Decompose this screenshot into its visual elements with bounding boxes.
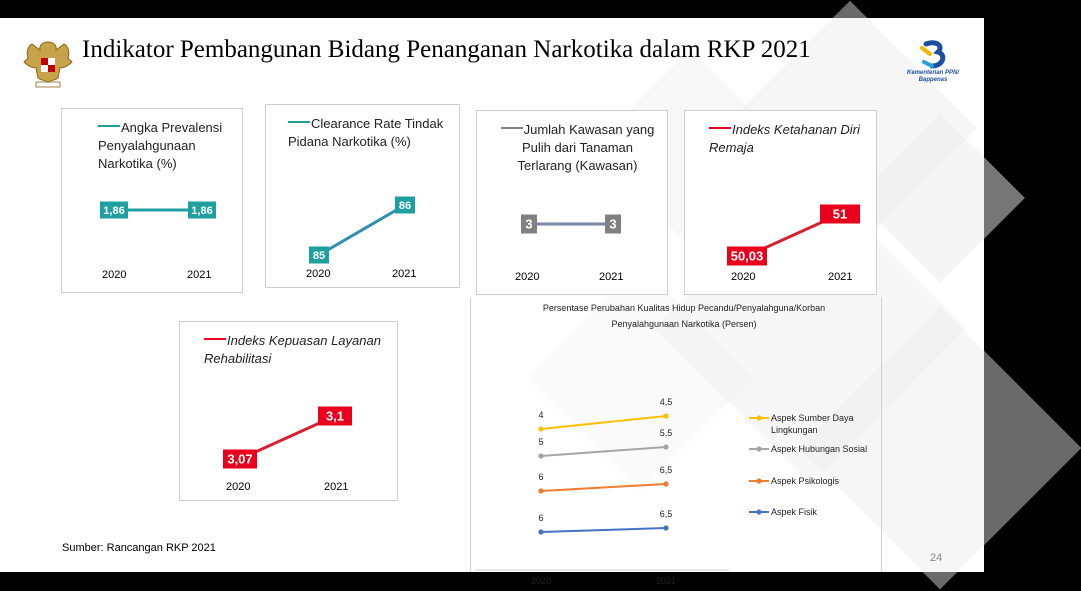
chart-card-jumlah-kawasan (476, 110, 668, 295)
series-line (541, 447, 666, 456)
data-point (538, 453, 543, 458)
logo-label-line2: Bappenas (918, 77, 948, 83)
x-tick-label: 2021 (187, 269, 212, 281)
x-tick-label: 2020 (306, 268, 331, 280)
legend-marker (756, 509, 761, 514)
legend-label: Aspek Fisik (771, 507, 818, 517)
data-label: 3,07 (227, 451, 253, 467)
data-label: 6,5 (659, 509, 673, 519)
data-label: 4,5 (659, 397, 673, 407)
data-point (538, 426, 543, 431)
legend-label: Angka Prevalensi Penyalahgunaan Narkotika (%) (98, 120, 223, 171)
chart-plot (471, 298, 881, 586)
data-label: 3 (609, 216, 617, 232)
legend-marker (756, 446, 761, 451)
legend-label: Indeks Ketahanan Diri Remaja (709, 122, 860, 155)
data-label: 5 (538, 437, 544, 447)
x-tick-label: 2021 (828, 271, 853, 283)
chart-plot (180, 322, 397, 500)
data-label: 51 (832, 206, 848, 222)
x-tick-label: 2021 (324, 481, 349, 493)
legend-label: Clearance Rate Tindak Pidana Narkotika (%) (288, 116, 444, 149)
data-label: 86 (398, 199, 412, 212)
series-line (541, 416, 666, 429)
page-title: Indikator Pembangunan Bidang Penanganan Narkotika dalam RKP 2021 (82, 36, 811, 63)
chart-plot (685, 111, 876, 294)
data-point (538, 488, 543, 493)
chart-plot (266, 105, 459, 287)
chart-card-clearance-rate (265, 104, 460, 288)
data-label: 1,86 (103, 204, 125, 217)
x-tick-label: 2021 (655, 576, 677, 586)
x-tick-label: 2020 (530, 576, 552, 586)
data-point (663, 413, 668, 418)
data-label: 6,5 (659, 465, 673, 475)
x-tick-label: 2020 (226, 481, 251, 493)
legend-label: Indeks Kepuasan Layanan Rehabilitasi (204, 333, 381, 366)
chart-card-kepuasan-layanan (179, 321, 398, 501)
chart-card-prevalensi (61, 108, 243, 293)
chart-card-ketahanan-diri (684, 110, 877, 295)
legend-marker (756, 478, 761, 483)
chart-kualitas-hidup (470, 298, 882, 586)
x-tick-label: 2020 (731, 271, 756, 283)
data-point (538, 529, 543, 534)
slide (0, 18, 984, 586)
data-label: 3 (525, 216, 533, 232)
page-number: 24 (930, 552, 943, 564)
data-point (663, 481, 668, 486)
logo-label-line1: Kementerian PPN/ (906, 70, 960, 76)
data-label: 50,03 (730, 248, 764, 264)
data-label: 4 (538, 410, 544, 420)
series-line (319, 205, 405, 255)
source-note: Sumber: Rancangan RKP 2021 (62, 542, 216, 554)
data-label: 3,1 (325, 408, 345, 424)
legend-marker (756, 415, 761, 420)
data-point (663, 444, 668, 449)
chart-plot (477, 111, 667, 294)
bappenas-logo (900, 40, 966, 90)
x-tick-label: 2021 (599, 271, 624, 283)
data-label: 85 (312, 249, 326, 262)
series-line (541, 528, 666, 532)
chart-plot (62, 109, 242, 292)
data-label: 6 (538, 472, 544, 482)
legend-label: Aspek Sumber Daya Lingkungan (771, 413, 854, 435)
x-tick-label: 2021 (392, 268, 417, 280)
chart-title: Persentase Perubahan Kualitas Hidup Pecandu/Penyalahguna/Korban Penyalahgunaan Narkotika (Persen) (542, 303, 826, 329)
series-line (541, 484, 666, 491)
data-point (663, 525, 668, 530)
legend-label: Aspek Psikologis (771, 476, 840, 486)
legend-label: Jumlah Kawasan yang Pulih dari Tanaman Terlarang (Kawasan) (517, 122, 655, 173)
garuda-emblem-icon (22, 36, 74, 92)
bappenas-logo-icon (900, 40, 966, 70)
x-tick-label: 2020 (515, 271, 540, 283)
data-label: 6 (538, 513, 544, 523)
data-label: 5,5 (659, 428, 673, 438)
x-tick-label: 2020 (102, 269, 127, 281)
data-label: 1,86 (191, 204, 213, 217)
legend-label: Aspek Hubungan Sosial (771, 444, 868, 454)
